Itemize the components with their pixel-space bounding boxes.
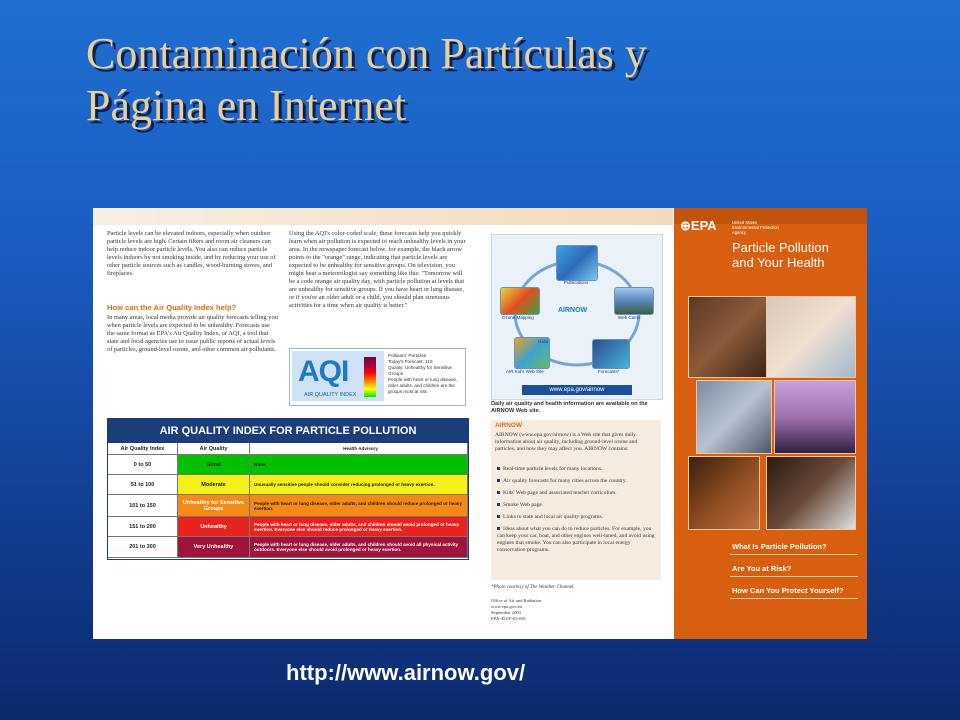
airnow-url-link[interactable]: http://www.airnow.gov/ [286, 660, 526, 685]
forecasts-label: Forecasts* [598, 369, 620, 374]
bullet-text: Real-time particle levels for many locations. [503, 466, 603, 472]
forecasts-thumbnail [592, 339, 630, 369]
aqi-color-scale [364, 357, 376, 397]
ozone-map-thumbnail [500, 287, 540, 315]
bullet-square [497, 515, 500, 518]
photo-doctor-patient [766, 456, 856, 530]
bullet-text: Air quality forecasts for many cities across the country. [503, 478, 627, 484]
row-index: 101 to 150 [108, 495, 178, 517]
header-advisory: Health Advisory [250, 443, 468, 455]
photo-older-adults [688, 296, 768, 378]
list-item [497, 514, 655, 521]
bullet-square [497, 479, 500, 482]
row-index: 201 to 300 [108, 537, 178, 558]
website-caption: Daily air quality and health information are available on the AIRNOW Web site. [491, 401, 648, 414]
epa-logo: ⊕EPA [680, 218, 717, 233]
cover-title [732, 240, 829, 270]
row-quality: Very Unhealthy [178, 537, 250, 558]
cover-divider [730, 598, 858, 599]
row-quality: Unhealthy [178, 517, 250, 537]
bullet-text: Ideas about what you can do to reduce particles. For example, you can keep your car, boat, and other engines well-tuned, and avoid using engines that smoke. You can also participate in local energy conservation programs. [497, 526, 655, 553]
aqi-table-title: AIR QUALITY INDEX FOR PARTICLE POLLUTION [108, 419, 468, 443]
slide-title-line2: Página en Internet [86, 81, 407, 130]
row-quality: Good [178, 455, 250, 475]
row-index: 151 to 200 [108, 517, 178, 537]
slide-title [86, 28, 906, 132]
list-item [497, 490, 655, 497]
table-row [108, 517, 468, 537]
header-index: Air Quality Index [108, 443, 178, 455]
row-advisory: Unusually sensitive people should consider reducing prolonged or heavy exertion. [250, 475, 468, 495]
epa-agency-text: United States Environmental Protection Agency [732, 220, 779, 235]
aqi-logo-graphic [289, 348, 466, 406]
row-quality: Moderate [178, 475, 250, 495]
brochure-cover [674, 208, 867, 639]
table-row [108, 475, 468, 495]
kids-site-label: AIR Kid's Web Site [506, 369, 544, 374]
bullet-text: Smoke Web page. [503, 502, 544, 508]
aqi-logo-text: AQI [298, 355, 349, 388]
publications-thumbnail [556, 245, 598, 281]
haze-label: Haze [538, 339, 549, 344]
photo-credit: *Photo courtesy of The Weather Channel. [491, 585, 575, 590]
cover-question-2: Are You at Risk? [732, 564, 792, 573]
web-cams-label: Web Cams [618, 315, 641, 320]
brochure-top-band [93, 208, 673, 225]
bullet-square [497, 467, 500, 470]
header-quality: Air Quality [178, 443, 250, 455]
brochure-image [93, 208, 867, 639]
left-paragraph-2: In many areas, local media provide air quality forecasts telling you when particle levels are expected to be unhealthy. Forecasts use the same format as EPA's Air Quality Index, or AQI, a tool that state and local agencies use to issue public reports of actual levels of particles, ground-level ozone, and other common air pollutants. [107, 314, 278, 353]
aqi-logo-panel [292, 351, 384, 401]
bullet-text: Links to state and local air quality programs. [503, 514, 604, 520]
middle-paragraph: Using the AQI's color-coded scale, these forecasts help you quickly learn when air pollution is expected to reach unhealthy levels in your area. In the newspaper forecast below, for example, the black arrow points to the "orange" range, indicating that particle levels are expected to be unhealthy for sensitive groups. On television, you might hear a meteorologist say something like this: "Tomorrow will be a code orange air quality day, with particle pollution at levels that are unhealthy for sensitive groups. If you have heart or lung disease, or if you're an older adult or a child, you should plan strenuous activities for a time when air quality is better." [289, 230, 466, 309]
list-item [497, 526, 655, 554]
row-advisory: People with heart or lung disease, older adults, and children should reduce prolonged or heavy exertion. [250, 495, 468, 517]
table-row [108, 537, 468, 558]
bullet-text: Kids' Web page and associated teacher curriculum. [503, 490, 617, 496]
airnow-info-box [491, 420, 661, 580]
photo-city-skyline [774, 380, 856, 454]
row-advisory: None. [250, 455, 468, 475]
bullet-square [497, 503, 500, 506]
aqi-table-header [108, 443, 468, 455]
airnow-intro: AIRNOW (www.epa.gov/airnow) is a Web site that gives daily information about air quality, including ground-level ozone and particles, and how they may affect you. AIRNOW contains: [495, 432, 638, 452]
list-item [497, 478, 655, 485]
cover-divider [730, 576, 858, 577]
row-index: 0 to 50 [108, 455, 178, 475]
aqi-table [107, 418, 469, 560]
slide-title-line1: Contaminación con Partículas y [86, 29, 647, 78]
left-paragraph-1: Particle levels can be elevated indoors, especially when outdoor particle levels are high. Certain filters and room air cleaners can help reduce indoor particle levels. You also can reduce particle levels indoors by not smoking inside, and by reducing your use of other particle sources such as candles, wood-burning stoves, and fireplaces. [107, 230, 276, 277]
photo-child [766, 296, 856, 378]
airnow-url-bar: www.epa.gov/airnow [522, 385, 632, 395]
cover-title-line1: Particle Pollution [732, 240, 829, 255]
office-info: Office of Air and Radiation www.epa.gov/air September 2003 EPA-452/F-03-001 [491, 598, 542, 621]
cover-divider [730, 554, 858, 555]
airnow-heading: AIRNOW [495, 422, 523, 429]
left-heading: How can the Air Quality Index help? [107, 303, 237, 312]
list-item [497, 466, 655, 473]
airnow-logo-text: AIRNOW [558, 307, 588, 314]
cover-question-3: How Can You Protect Yourself? [732, 586, 844, 595]
cover-question-1: What Is Particle Pollution? [732, 542, 827, 551]
aqi-forecast-info: Pollutant: Particles Today's Forecast: 110 Quality: Unhealthy for Sensitive Groups People with heart or lung disease, older adults, and children are the groups most at risk. [388, 353, 458, 394]
photo-boy [688, 456, 760, 530]
table-row [108, 495, 468, 517]
row-advisory: People with heart or lung disease, older adults, and children should avoid all physical activity outdoors. Everyone else should avoid prolonged or heavy exertion. [250, 537, 468, 558]
photo-older-man [696, 380, 772, 454]
list-item [497, 502, 655, 509]
publications-label: Publications [564, 280, 589, 285]
cover-title-line2: and Your Health [732, 255, 825, 270]
ozone-mapping-label: Ozone Mapping [502, 315, 534, 320]
row-advisory: People with heart or lung disease, older adults, and children should avoid prolonged or heavy exertion. Everyone else should reduce prolonged or heavy exertion. [250, 517, 468, 537]
aqi-logo-subtext: AIR QUALITY INDEX [304, 392, 357, 398]
web-cams-thumbnail [614, 287, 654, 315]
bullet-square [497, 527, 500, 530]
row-index: 51 to 100 [108, 475, 178, 495]
table-row [108, 455, 468, 475]
row-quality: Unhealthy for Sensitive Groups [178, 495, 250, 517]
bullet-square [497, 491, 500, 494]
airnow-website-diagram [491, 234, 663, 400]
